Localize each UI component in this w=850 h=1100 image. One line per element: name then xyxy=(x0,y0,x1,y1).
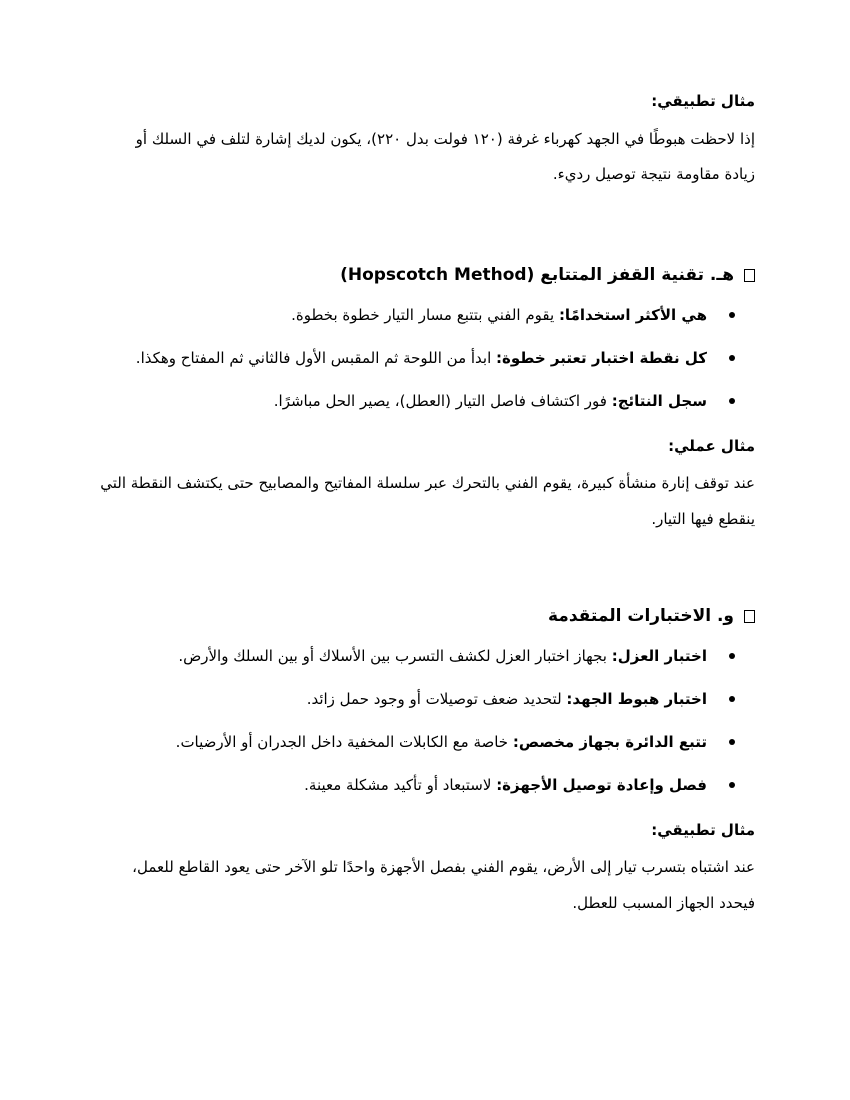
bullet-text: ابدأ من اللوحة ثم المقبس الأول فالثاني ثم المفتاح وهكذا. xyxy=(135,349,497,367)
bullet-text: خاصة مع الكابلات المخفية داخل الجدران أو الأرضيات. xyxy=(175,733,513,751)
bullet-text: بجهاز اختبار العزل لكشف التسرب بين الأسلاك أو بين السلك والأرض. xyxy=(178,647,612,665)
bullet-term: فصل وإعادة توصيل الأجهزة: xyxy=(496,776,707,794)
bullet-dot-icon xyxy=(729,653,735,659)
example-label: مثال تطبيقي: xyxy=(651,92,755,110)
example-block-3 xyxy=(95,817,755,921)
checkbox-icon xyxy=(744,610,755,623)
bullet-dot-icon xyxy=(729,355,735,361)
section-heading xyxy=(95,601,755,631)
list-item xyxy=(95,347,755,369)
example-text-line: عند اشتباه بتسرب تيار إلى الأرض، يقوم الفني بفصل الأجهزة واحدًا تلو الآخر حتى يعود القاطع للعمل، xyxy=(132,858,755,876)
bullet-list xyxy=(95,645,755,796)
section-heading-text: و. الاختبارات المتقدمة xyxy=(548,606,734,626)
example-text-line: فيحدد الجهاز المسبب للعطل. xyxy=(572,894,755,912)
bullet-term: سجل النتائج: xyxy=(611,392,707,410)
bullet-text: لاستبعاد أو تأكيد مشكلة معينة. xyxy=(304,776,497,794)
example-block-1 xyxy=(95,88,755,194)
list-item xyxy=(95,731,755,753)
example-label: مثال تطبيقي: xyxy=(651,821,755,839)
bullet-text: لتحديد ضعف توصيلات أو وجود حمل زائد. xyxy=(306,690,567,708)
document-page xyxy=(95,88,755,921)
bullet-text: فور اكتشاف فاصل التيار (العطل)، يصير الحل مباشرًا. xyxy=(273,392,612,410)
example-text-line: عند توقف إنارة منشأة كبيرة، يقوم الفني بالتحرك عبر سلسلة المفاتيح والمصابيح حتى يكتشف النقطة التي xyxy=(100,474,755,492)
bullet-text: يقوم الفني بتتبع مسار التيار خطوة بخطوة. xyxy=(291,306,559,324)
list-item xyxy=(95,645,755,667)
bullet-dot-icon xyxy=(729,782,735,788)
list-item xyxy=(95,390,755,412)
list-item xyxy=(95,774,755,796)
bullet-term: اختبار هبوط الجهد: xyxy=(566,690,707,708)
example-block-2 xyxy=(95,433,755,537)
bullet-term: تتبع الدائرة بجهاز مخصص: xyxy=(512,733,707,751)
example-text-line: ينقطع فيها التيار. xyxy=(651,510,755,528)
list-item xyxy=(95,688,755,710)
bullet-dot-icon xyxy=(729,739,735,745)
example-label: مثال عملي: xyxy=(668,437,755,455)
bullet-term: كل نقطة اختبار تعتبر خطوة: xyxy=(496,349,707,367)
section-advanced-tests xyxy=(95,601,755,921)
section-hopscotch xyxy=(95,260,755,537)
example-text-line: إذا لاحظت هبوطًا في الجهد كهرباء غرفة (١٢٠ فولت بدل ٢٢٠)، يكون لديك إشارة لتلف في السلك أو xyxy=(135,130,755,148)
bullet-dot-icon xyxy=(729,312,735,318)
checkbox-icon xyxy=(744,269,755,282)
bullet-term: اختبار العزل: xyxy=(611,647,707,665)
bullet-dot-icon xyxy=(729,696,735,702)
example-text-line: زيادة مقاومة نتيجة توصيل رديء. xyxy=(552,165,755,183)
list-item xyxy=(95,304,755,326)
bullet-dot-icon xyxy=(729,398,735,404)
bullet-term: هي الأكثر استخدامًا: xyxy=(558,306,707,324)
section-heading-text: هـ. تقنية القفز المتتابع (Hopscotch Method) xyxy=(340,265,734,285)
section-heading xyxy=(95,260,755,290)
bullet-list xyxy=(95,304,755,412)
